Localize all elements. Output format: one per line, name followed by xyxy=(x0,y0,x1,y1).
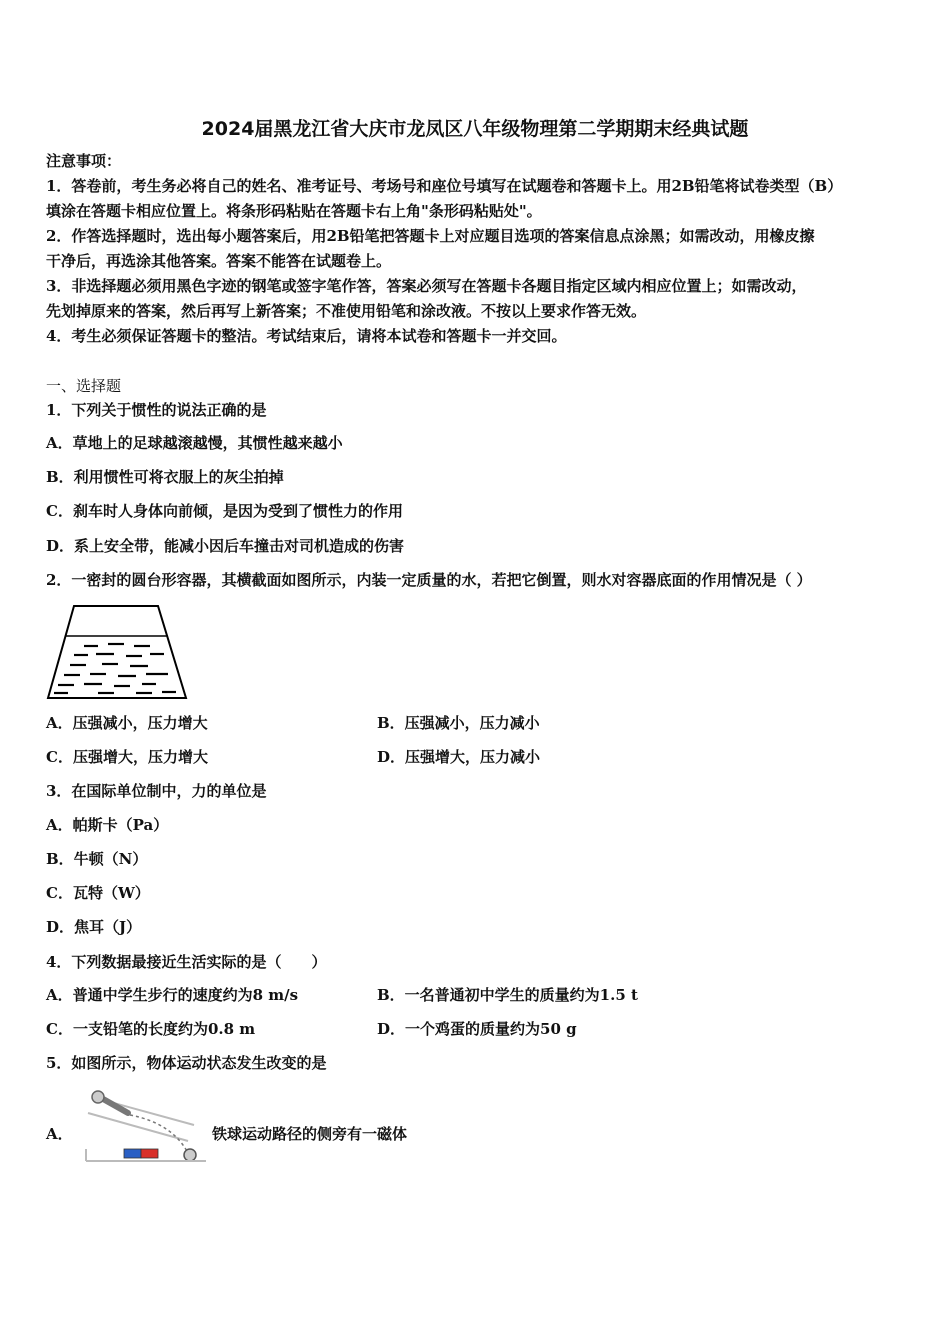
q2-option-c: C．压强增大，压力增大 xyxy=(46,748,208,766)
q2-option-d: D．压强增大，压力减小 xyxy=(377,748,541,766)
page-title: 2024届黑龙江省大庆市龙凤区八年级物理第二学期期末经典试题 xyxy=(201,118,749,140)
q1-option-a: A．草地上的足球越滚越慢，其惯性越来越小 xyxy=(46,434,343,452)
notice-line: 1．答卷前，考生务必将自己的姓名、准考证号、考场号和座位号填写在试题卷和答题卡上。用2B铅笔将试卷类型（B） xyxy=(46,177,843,195)
q2-option-b: B．压强减小，压力减小 xyxy=(377,714,540,732)
q3-option-a: A．帕斯卡（Pa） xyxy=(46,816,169,834)
q5-option-a-text: 铁球运动路径的侧旁有一磁体 xyxy=(212,1125,408,1143)
q3-option-b: B．牛顿（N） xyxy=(46,850,148,868)
q4-option-d: D．一个鸡蛋的质量约为50 g xyxy=(377,1020,577,1038)
notice-heading: 注意事项： xyxy=(46,152,122,170)
section-heading: 一、选择题 xyxy=(46,377,122,395)
q2-stem: 2．一密封的圆台形容器，其横截面如图所示，内装一定质量的水，若把它倒置，则水对容器底面的作用情况是（ ） xyxy=(46,571,812,589)
notice-line: 2．作答选择题时，选出每小题答案后，用2B铅笔把答题卡上对应题目选项的答案信息点涂黑；如需改动，用橡皮擦 xyxy=(46,227,815,245)
q1-option-b: B．利用惯性可将衣服上的灰尘拍掉 xyxy=(46,468,284,486)
frustum-container-figure xyxy=(44,602,190,702)
q3-option-d: D．焦耳（J） xyxy=(46,918,142,936)
notice-line: 填涂在答题卡相应位置上。将条形码粘贴在答题卡右上角"条形码粘贴处"。 xyxy=(46,202,542,220)
q4-stem: 4．下列数据最接近生活实际的是（ ） xyxy=(46,953,327,971)
notice-line: 干净后，再选涂其他答案。答案不能答在试题卷上。 xyxy=(46,252,392,270)
notice-line: 3．非选择题必须用黑色字迹的钢笔或签字笔作答，答案必须写在答题卡各题目指定区域内相应位置上；如需改动， xyxy=(46,277,807,295)
magnet-ball-figure xyxy=(84,1089,208,1165)
q3-stem: 3．在国际单位制中，力的单位是 xyxy=(46,782,267,800)
q4-option-c: C．一支铅笔的长度约为0.8 m xyxy=(46,1020,256,1038)
q3-option-c: C．瓦特（W） xyxy=(46,884,150,902)
q1-option-d: D．系上安全带，能减小因后车撞击对司机造成的伤害 xyxy=(46,537,405,555)
notice-line: 4．考生必须保证答题卡的整洁。考试结束后，请将本试卷和答题卡一并交回。 xyxy=(46,327,567,345)
q2-option-a: A．压强减小，压力增大 xyxy=(46,714,208,732)
q1-option-c: C．刹车时人身体向前倾，是因为受到了惯性力的作用 xyxy=(46,502,403,520)
notice-line: 先划掉原来的答案，然后再写上新答案；不准使用铅笔和涂改液。不按以上要求作答无效。 xyxy=(46,302,647,320)
q4-option-b: B．一名普通初中学生的质量约为1.5 t xyxy=(377,986,638,1004)
q5-stem: 5．如图所示，物体运动状态发生改变的是 xyxy=(46,1054,327,1072)
q1-stem: 1．下列关于惯性的说法正确的是 xyxy=(46,401,267,419)
q4-option-a: A．普通中学生步行的速度约为8 m/s xyxy=(46,986,299,1004)
q5-option-a-label: A． xyxy=(46,1125,73,1143)
